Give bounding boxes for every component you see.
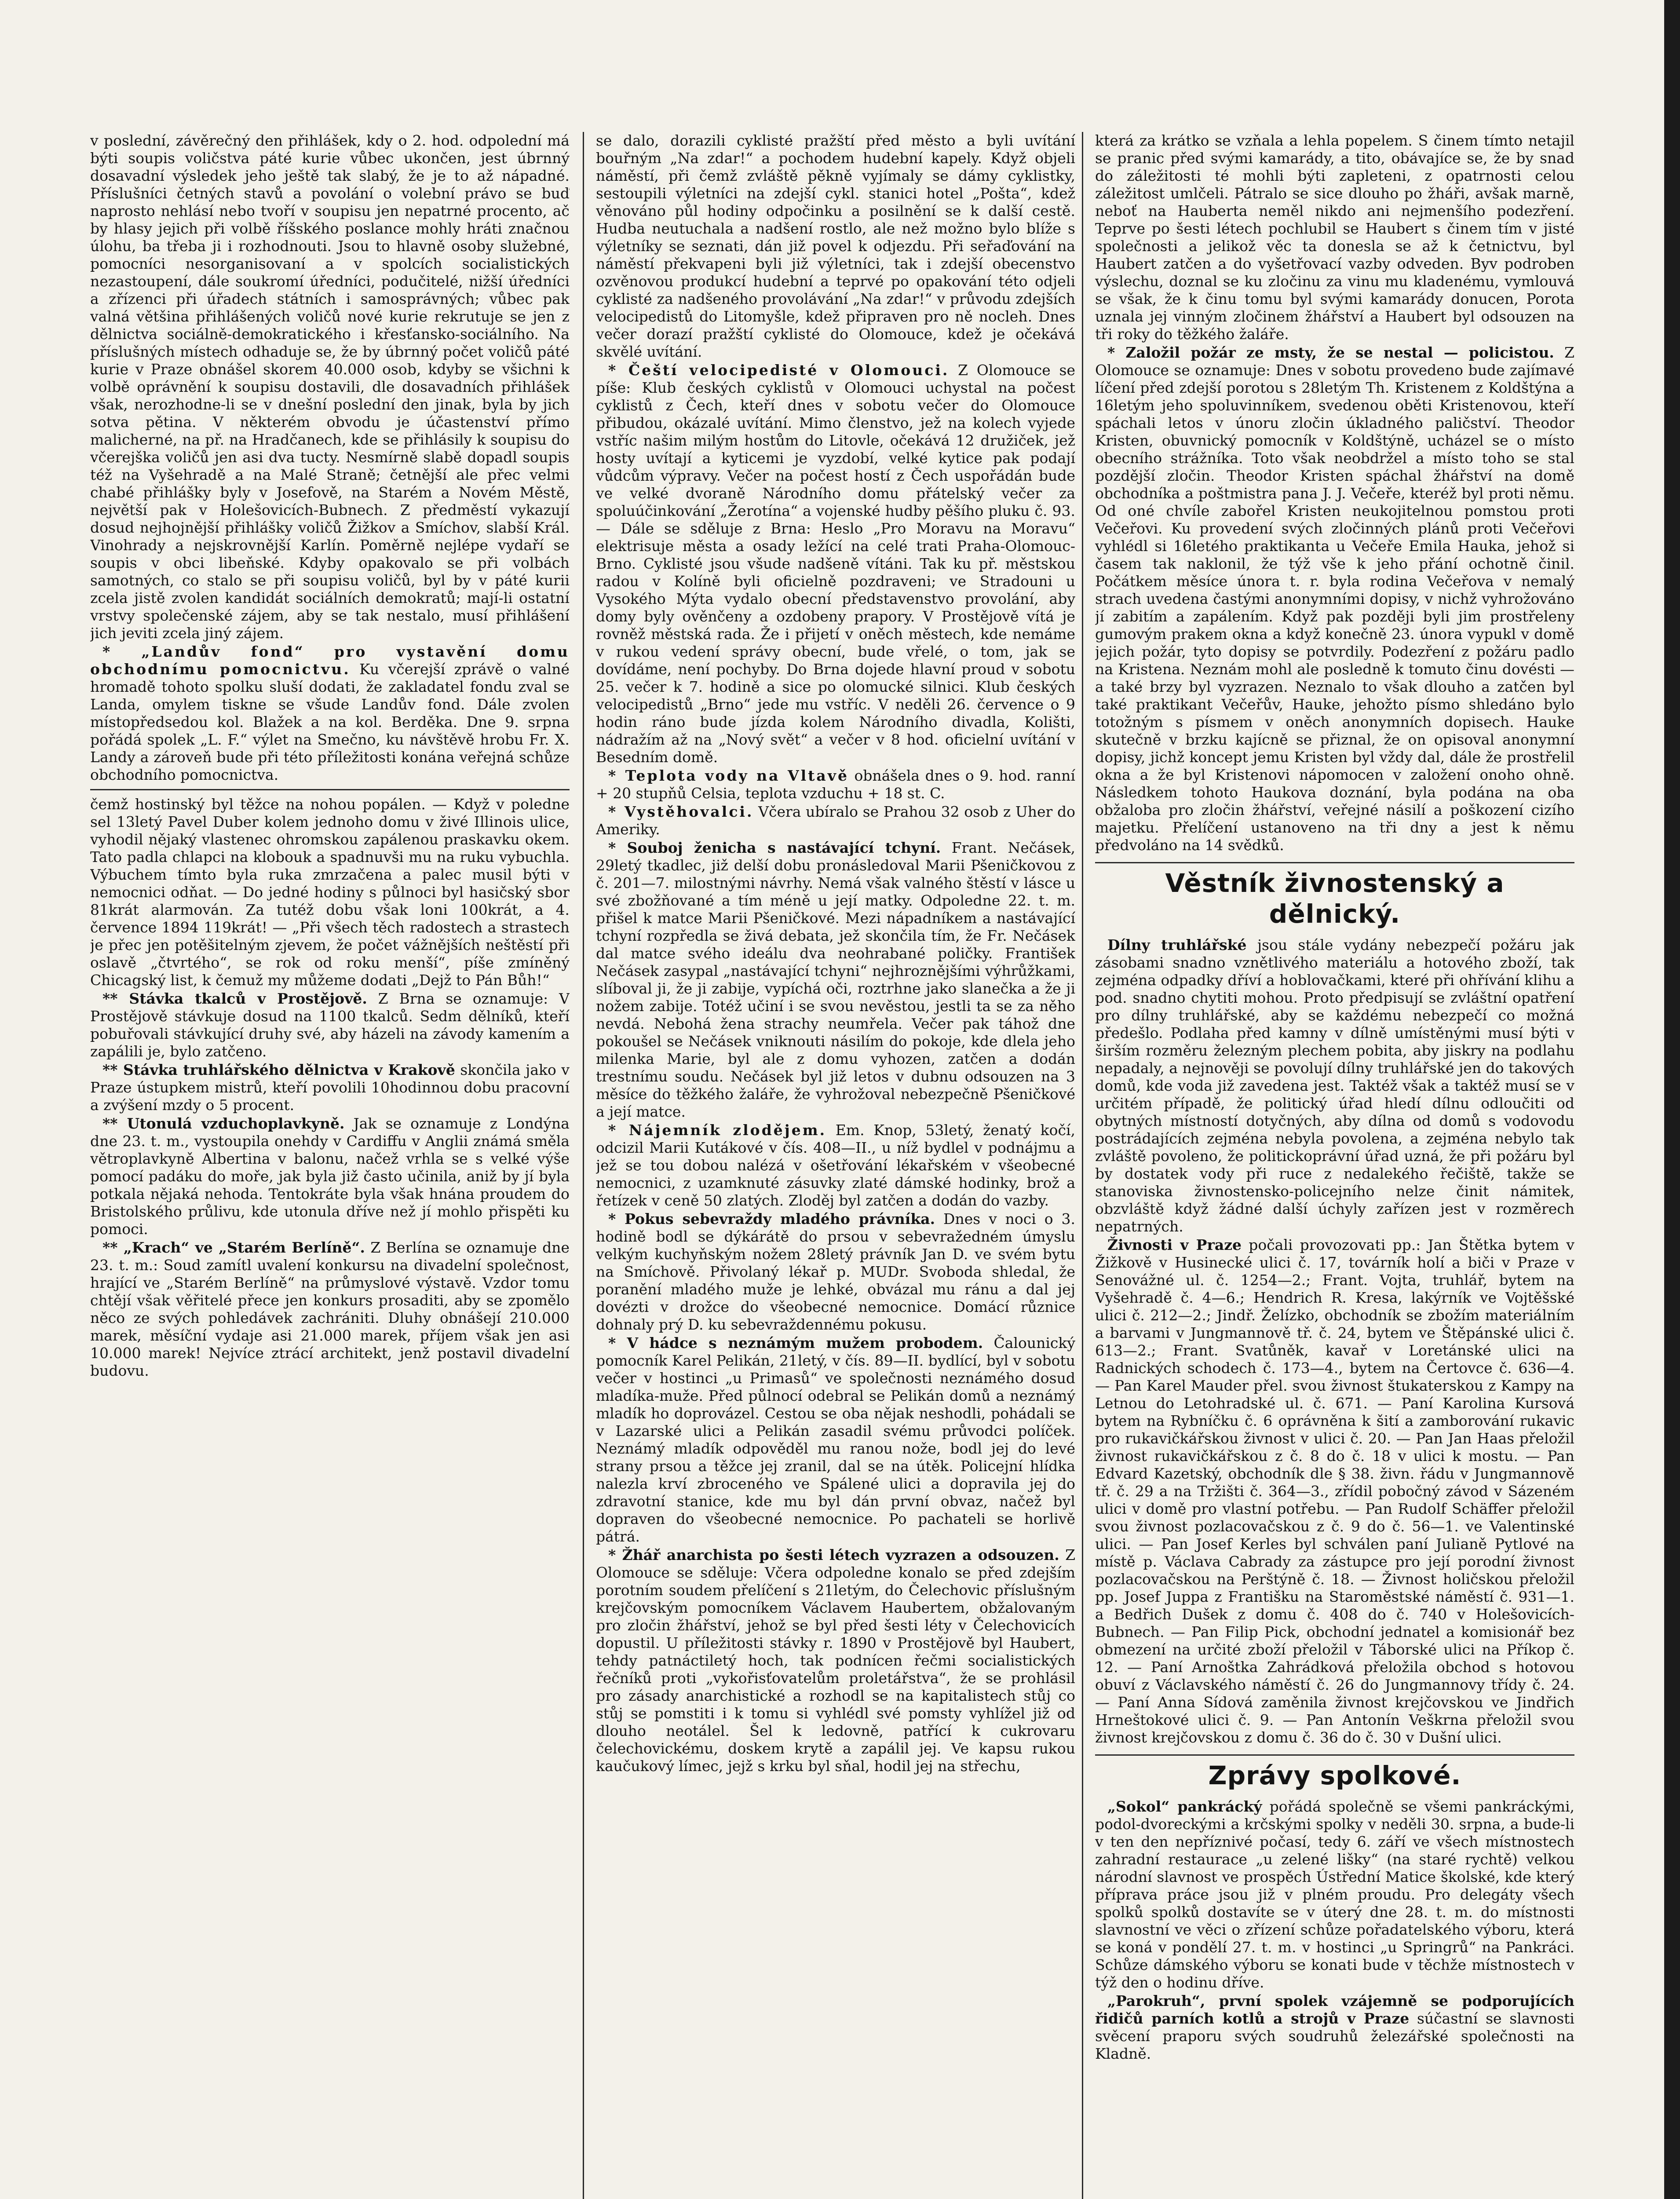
article-suicide-attempt: * Pokus sebevraždy mladého právníka. Dnes v noci o 3. hodině bodl se dýkárátě do prsou v sebevražedném úmyslu velkým kuchyňským nožem 28letý právník Jan D. ve svém bytu na Smíchově. Přivolaný lékař p. MUDr. Svoboda shledal, že poranění mladého muže je lehké, obvázal mu ránu a dal jej dovézti v drožce do všeobecné nemocnice. Domácí různice dohnaly prý D. ku sebevraždennému pokusu. — [596, 1210, 1075, 1333]
section-heading-clubs: Zprávy spolkové. — [1208, 1761, 1461, 1790]
article-workshops: Dílny truhlářské jsou stále vydány nebezpečí požáru jak zásobami snadno vznětlivého materiálu a hotového zboží, tak zejména odpadky dříví a hoblovačkami, které při ohřívání klihu a pod. snadno chytiti mohou. Proto předpisují se zvláštní opatření pro dílny truhlářské, aby se každému nebezpečí co možná předešlo. Podlaha před kamny v dílně umístěnými musí býti v širším rozměru železným plechem pobita, aby jiskry na podlahu nepadaly, a nejnověji se povolují dílny truhlářské jen do takových domů, kde voda již zavedena jest. Taktéž však a taktéž musí se v určitém případě, že politický úřad hledí dílnu odloučiti od obytných místností dotyčných, aby dílna od domů s vodovodu postrádajících zejména nebyla povolena, a zejména nebylo tak zvláště povoleno, že politickoprávní úřad uzná, že při požáru byl by dostatek vody při ruce z nedalekého řečiště, takže se stanoviska živnostensko-policejního nelze činit námitek, obzvláště když žádné další úchyly zařízen jest v rozměrech nepatrných. — [1095, 936, 1574, 1235]
article-arsonist: * Žhář anarchista po šesti létech vyzrazen a odsouzen. Z Olomouce se sděluje: Včera odpoledne konalo se před zdejším porotním soudem přelíčení s 21letým, do Čelechovic příslušným krejčovským pomocníkem Václavem Haubertem, obžalovaným pro zločin žhářství, jehož se byl před šesti léty v Čelechovicích dopustil. U příležitosti stávky r. 1890 v Prostějově byl Haubert, tehdy patnáctiletý hoch, tak podnícen řečmi socialistických řečníků proti „vykořisťovatelům proletářstva“, že se prohlásil pro zásady anarchistické a rozhodl se na kapitalistech stůj co stůj se pomstiti i k tomu si vyhlédl své pomsty vyhlížel již od dlouho neotálel. Šel k ledovně, patřící k cukrovaru čelechovickému, doskem krytě a zapálil jej. Ve kapsu rukou kaučukový límec, jejž s krku byl sňal, hodil jej na střechu, — [596, 1546, 1075, 1775]
article-sokol: „Sokol“ pankrácký pořádá společně se všemi pankráckými, podol-dvoreckými a krčskými spolky v neděli 30. srpna, a bude-li v ten den nepříznivé počasí, tedy 6. září ve všech místnostech zahradní restaurace „u zelené lišky“ (na staré rychtě) velkou národní slavnost ve prospěch Ústřední Matice školské, kde který příprava práce jsou již v plném proudu. Pro delegáty všech spolků spolků dostavíte se v úterý dne 28. t. m. do místnosti slavnostní ve věci o zřízení schůze pořadatelského výboru, která se koná v pondělí 27. t. m. v hostinci „u Springrů“ na Pankráci. Schůze dámského výboru se konati bude v těchže místnostech v týž den o hodinu dříve. — [1095, 1798, 1574, 1991]
article-landa: * „Landův fond“ pro vystavění domu obchodnímu pomocnictvu. Ku včerejší zprávě o valné hromadě tohoto spolku sluší dodati, že zakladatel fondu zval se Landa, omylem tiskne se všude Landův fond. Dále zvolen místopředsedou kol. Blažek a na kol. Berděka. Dne 9. srpna pořádá spolek „L. F.“ výlet na Smečno, ku návštěvě hrobu Fr. X. Landy a zároveň bude při této příležitosti konána veřejná schůze obchodního pomocnictva. — [90, 643, 570, 783]
column-3 — [1095, 132, 1574, 2199]
article-revenge-fire: * Založil požár ze msty, že se nestal — policistou. Z Olomouce se oznamuje: Dnes v sobotu provedeno bude zajímavé líčení před zdejší porotou s 28letým Th. Kristenem z Koldštýna a 16letým jeho spoluvinníkem, svedenou oběti Kristenovou, kteří spáchali letos v únoru zločin úkladného paličství. Theodor Kristen, obuvnický pomocník v Koldštýně, ucházel se o místo obecního strážníka. Toto však neobdržel a místo toho se stal pozdější zločin. Theodor Kristen spáchal žhářství na domě obchodníka a poštmistra pana J. J. Večeře, kteréž byl proti němu. Od oné chvíle zabořel Kristen neukojitelnou pomstou proti Večeřovi. Ku provedení svých zločinných plánů proti Večeřovi vyhlédl si 16letého praktikanta u Večeře Emila Hauka, jehož si časem tak naklonil, že týž vše k jeho přání ochotně činil. Počátkem měsíce února t. r. byla rodina Večeřova v nemalý strach uvedena častými anonymními dopisy, v nichž vyhrožováno jí zabitím a zapálením. Když pak později byli jim prostřeleny gumovým prakem okna a když konečně 23. února vypukl v domě jejich požár, tyto dopisy se potvrdily. Podezření z požáru padlo na Kristena. Neznám mohl ale posledně k tomuto činu dovésti — a také brzy byl vyzrazen. Neznalo to však dlouho a zatčen byl také praktikant Večeřův, Hauke, jehožto písmo shledáno bylo totožným s písmem v oněch anonymních dopisech. Hauke skutečně v brzku kajícně se přiznal, že on opisoval anonymní dopisy, jichž koncept jemu Kristen byl vždy dal, dále že prostřelil okna a že byl Kristenovi nápomocen v založení onoho ohně. Následkem tohoto Haukova doznání, byla podána na oba obžaloba pro zločin žhářství, veřejné násilí a poškození cizího majetku. Přelíčení ustanoveno na tři dny a jest k němu předvoláno na 14 svědků. — [1095, 344, 1574, 854]
article-stabbing: * V hádce s neznámým mužem probodem. Čalounický pomocník Karel Pelikán, 21letý, v čís. 89—II. bydlící, byl v sobotu večer v hostinci „u Primasů“ ve společnosti neznámého dosud mladíka-muže. Před půlnocí odebral se Pelikán domů a neznámý mladík ho doprovázel. Cestou se oba nějak neshodli, pohádali se v Lazarské ulici a Pelikán zasadil svému průvodci políček. Neznámý mladík odpověděl mu ranou nože, bodl jej do levé strany prsou a těžce jej zranil, dal se na útěk. Policejní hlídka nalezla krví zbroceného ve Spálené ulici a dopravila jej do zdravotní stanice, kde mu byl dán první obvaz, načež byl dopraven do všeobecné nemocnice. Po pachateli se horlivě pátrá. — [596, 1334, 1075, 1545]
article-chicago: čemž hostinský byl těžce na nohou popálen. — Když v poledne sel 13letý Pavel Duber kolem jednoho domu v živé Illinois ulice, vyhodil nějaký vlastenec ohromskou zapálenou praskavku okem. Tato padla chlapci na klobouk a spadnuvši mu na ruku vybuchla. Výbuchem tímto byla ruka zmrzačena a palec musil býti v nemocnici odňat. — Do jedné hodiny s půlnoci byl hasičský sbor 81krát alarmován. Za tutéž dobu však loni 100krát, a 4. července 1894 119krát! — „Při všech těch radostech a strastech je přec jen potěšitelným zjevem, že počet vážnějších neštěstí při oslavě „čtvrtého“, se rok od roku menší“, píše zmíněný Chicagský list, k čemuž my můžeme dodati „Dejž to Pán Bůh!“ — [90, 796, 570, 989]
article-voters: v poslední, závěrečný den přihlášek, kdy o 2. hod. odpolední má býti soupis voličstva páté kurie vůbec ukončen, jest úbrnný dosavadní výsledek jeho ještě tak slabý, že je to až nápadné. Příslušníci četných stavů a povolání o volební právo se buď naprosto nehlásí nebo tvoří v soupisu jen nepatrné procento, ač by hlasy jejich při volbě říšského poslance mohly hráti značnou úlohu, ba třeba ji i rozhodnouti. Jsou to hlavně osoby služebné, pomocníci nesorganisovaní a v spolcích socialistických nezastoupení, dále soukromí úředníci, podučitelé, nižší úředníci a zřízenci při úřadech státních i samosprávných; vůbec pak valná většina přihlášených voličů nové kurie rekrutuje se jen z dělnictva sociálně-demokratického i křesťansko-sociálního. Na příslušných místech odhaduje se, že by úbrnný počet voličů páté kurie v Praze obnášel skorem 40.000 osob, kdyby se všichni k volbě oprávnění k soupisu dostavili, dle dosavadních přihlášek však, nerozhodne-li se v dnešní poslední den jinak, byla by jich sotva pětina. V některém obvodu je účastenství přímo malicherné, na př. na Hradčanech, kde se přihlásily k soupisu do včerejška voličů jen asi dva tucty. Nesmírně slabě dopadl soupis též na Vyšehradě a na Malé Straně; četnější ale přec velmi chabé přihlášky byly v Josefově, na Starém a Novém Městě, největší pak v Holešovicích-Bubnech. Z předměstí vykazují dosud nejhojnější přihlášky voličů Žižkov a Smíchov, slabší Král. Vinohrady a nejskrovnější Karlín. Poměrně nejlépe vydaří se soupis v obci libeňské. Kdyby opakovalo se při volbách samotných, co stalo se při soupisu voličů, byl by v páté kurii zcela jistě zvolen kandidát sociálních demokratů; mají-li ostatní vrstvy společenské zájem, aby se tak nestalo, musí přihlášení jich jeviti zcela jiný zájem. — [90, 132, 570, 642]
article-strike-carpenters: ** Stávka truhlářského dělnictva v Krakově skončila jako v Praze ústupkem mistrů, kteří povolili 10hodinnou dobu pracovní a zvýšení mzdy o 5 procent. — [90, 1061, 570, 1114]
article-duel: * Souboj ženicha s nastávající tchyní. Frant. Nečásek, 29letý tkadlec, již delší dobu pronásledoval Marii Pšeničkovou z č. 201—7. milostnými návrhy. Nemá však valného štěstí v lásce u své zbožňované a tím méně u její matky. Odpoledne 22. t. m. přišel k matce Marii Pšeničkové. Mezi nápadníkem a nastávající tchyní rozpředla se živá debata, jež skončila tím, že Fr. Nečásek dal matce svého ideálu dva neohrabané poličky. František Nečásek zasypal „nastávající tchyni“ nejhroznějšími výhrůžkami, slíboval ji, že ji zabije, vypíchá oči, roztrhne jako slanečka a že ji nožem zabije. Totéž učiní i se svou nevěstou, jestli ta se za něho nevdá. Nebohá žena strachy neumřela. Večer pak táhož dne pokoušel se Nečásek vniknouti násilím do pokoje, kde dlela jeho milenka Marie, byl ale z domu vyhozen, zatčen a dodán trestnímu soudu. Nečásek byl již letos v dubnu odsouzen na 3 měsíce do těžkého žaláře, že vyhrožoval nebezpečně Pšeničkové a její matce. — [596, 839, 1075, 1120]
article-crash-berlin: ** „Krach“ ve „Starém Berlíně“. Z Berlína se oznamuje dne 23. t. m.: Soud zamítl uvalení konkursu na divadelní společnost, hrající ve „Starém Berlíně“ na průmyslové výstavě. Vzdor tomu chtějí však věřitelé přece jen konkurs prosaditi, aby se zpomělo něco ze svých pohledávek zachrániti. Dluhy obnášejí 210.000 marek, měsíční vydaje asi 21.000 marek, příjem však jen asi 10.000 marek! Nejvíce ztrácí architekt, jenž postavil divadelní budovu. — [90, 1239, 570, 1379]
article-emigrants: * Vystěhovalci. Včera ubíralo se Prahou 32 osob z Uher do Ameriky. — [596, 803, 1075, 838]
article-olomouc: * Čeští velocipedisté v Olomouci. Z Olomouce se píše: Klub českých cyklistů v Olomouci uchystal na počest cyklistů z Čech, kteří dnes v sobotu večer do Olomouce přibudou, okázalé uvítání. Mimo členstvo, jež na kolech vyjede vstříc našim milým hostům do Litovle, očekává 12 družiček, jež hosty uvítají a kyticemi je vyzdobí, velké kytice pak podají vůdcům výpravy. Večer na počest hostí z Čech uspořádán bude ve velké dvoraně Národního domu přátelský večer za spoluúčinkování „Žerotína“ a vojenské hudby pěšího pluku č. 93. — Dále se sděluje z Brna: Heslo „Pro Moravu na Moravu“ elektrisuje města a osady ležící na celé trati Praha-Olomouc-Brno. Cyklisté jsou všude nadšeně vítáni. Tak ku př. městskou radou v Kolíně byli oficielně pozdraveni; ve Stradouni u Vysokého Mýta vydalo obecní představenstvo provolání, aby domy byly ověnčeny a ozdobeny prapory. V Prostějově vítá je rovněž městská rada. Že i přijetí v oněch městech, kde nemáme v rukou vedení správy obecní, bude vřelé, o tom, jak se dovídáme, není pochyby. Do Brna dojede hlavní proud v sobotu 25. večer k 7. hodině a sice po olomucké silnici. Klub českých velocipedistů „Brno“ jede mu vstříc. V neděli 26. července o 9 hodin ráno bude jízda kolem Národního divadla, Kolišti, nádražím až na „Nový svět“ a večer v 8 hod. oficielní uvítání v Besedním domě. — [596, 362, 1075, 766]
article-water-temp: * Teplota vody na Vltavě obnášela dnes o 9. hod. ranní + 20 stupňů Celsia, teplota vzduchu + 18 st. C. — [596, 767, 1075, 802]
divider — [1095, 862, 1574, 863]
section-heading-trade: Věstník živnostenský a dělnický. — [1165, 868, 1505, 929]
column-rule — [1082, 132, 1083, 2199]
article-arsonist-cont: která za krátko se vzňala a lehla popelem. S činem tímto netajil se pranic před svými kamarády, a tito, obávajíce se, že by snad do záležitosti té mohli býti zapleteni, z opatrnosti celou záležitost umlčeli. Pátralo se sice dlouho po žháři, avšak marně, neboť na Hauberta neměl nikdo ani nejmenšího podezření. Teprve po šesti létech pochlubil se Haubert s činem tím v jisté společnosti a jelikož věc ta donesla se až k četnictvu, byl Haubert zatčen a do vyšetřovací vazby odveden. Byv podroben výslechu, doznal se ku zločinu za vinu mu kladenému, vymlouvá se však, že k činu tomu byl svými kamarády donucen, Porota uznala jej vinným zločinem žhářství a Haubert byl odsouzen na tři roky do těžkého žaláře. — [1095, 132, 1574, 343]
article-strike-weavers: ** Stávka tkalců v Prostějově. Z Brna se oznamuje: V Prostějově stávkuje dosud na 1100 tkalců. Sedm dělníků, kteří pobuřovali stávkující druhy své, aby házeli na závody kamením a zapálili je, bylo zatčeno. — [90, 990, 570, 1060]
article-cyclists-cont: se dalo, dorazili cyklisté pražští před město a byli uvítání bouřným „Na zdar!“ a pochodem hudební kapely. Když objeli náměstí, při čemž zvláště pěkně vyjímaly se dámy cyklistky, sestoupili výletníci na zdejší cykl. stanici hotel „Pošta“, kdež věnováno půl hodiny odpočinku a posilnění se k další cestě. Hudba neutuchala a nadšení rostlo, ale než možno bylo blíže s výletníky se seznati, dán již povel k odjezdu. Při seřaďování na náměstí překvapeni byli již výletníci, tak i zdejší obecenstvo ozvěnovou produkcí hudební a teprvé po opakování této odjeli cyklisté za nadšeného provolávání „Na zdar!“ v průvodu zdejších velocipedistů do Litomyšle, kdež připraven pro ně nocleh. Dnes večer dorazí pražští cyklisté do Olomouce, kdež je očekává skvělé uvítání. — [596, 132, 1075, 360]
divider — [90, 789, 570, 790]
column-1 — [90, 132, 570, 2199]
article-parokruh: „Parokruh“, první spolek vzájemně se podporujících řidičů parních kotlů a strojů v Praze súčastní se slavnosti svěcení praporu svých soudruhů železářské společnosti na Kladně. — [1095, 1992, 1574, 2062]
article-lodger-thief: * Nájemník zlodějem. Em. Knop, 53letý, ženatý kočí, odcizil Marii Kutákové v čís. 408—II., u níž bydlel v podnájmu a jež se tou dobou nalézá v ošetřování lékařském v všeobecné nemocnici, z uzamknuté zásuvky zlaté dámské hodinky, brož a řetízek v ceně 50 zlatých. Zloděj byl zatčen a dodán do vazby. — [596, 1121, 1075, 1209]
article-aeronaut: ** Utonulá vzduchoplavkyně. Jak se oznamuje z Londýna dne 23. t. m., vystoupila onehdy v Cardiffu v Anglii známá směla větroplavkyně Albertina v balonu, načež vrhla se s velké výše pomocí padáku do moře, jak byla již často učinila, aniž by jí byla potkala nějaká nehoda. Tentokráte byla však hnána proudem do Bristolského průlivu, kde utonula dříve než jí mohlo přispěti ku pomoci. — [90, 1115, 570, 1238]
column-rule — [583, 132, 584, 2199]
article-trades-prague: Živnosti v Praze počali provozovati pp.: Jan Štětka bytem v Žižkově v Husinecké ulici č. 17, továrník holí a biči v Praze v Senovážné ul. č. 1254—2.; Frant. Vojta, truhlář, bytem na Vyšehradě č. 4—6.; Hendrich R. Kresa, lakýrník ve Vojtěšské ulici č. 212—2.; Jindř. Želízko, obchodník se zbožím materiálním a barvami v Jungmannově tř. č. 24, bytem ve Štěpánské ulici č. 613—2.; Frant. Svatůněk, kavař v Loretánské ulici na Radnických schodech č. 173—4., bytem na Čertovce č. 636—4. — Pan Karel Mauder přel. svou živnost štukaterskou z Kampy na Letnou do Letohradské ul. č. 671. — Paní Karolina Kursová bytem na Rybníčku č. 6 oprávněna k šití a zamborování rukavic pro rukavičkářskou živnost v ulici č. 20. — Pan Jan Haas přeložil živnost rukavičkářskou z č. 8 do č. 18 v ulici k mostu. — Pan Edvard Kazetský, obchodník dle § 38. živn. řádu v Jungmannově tř. č. 29 a na Tržišti č. 364—3., zřídil pobočný závod v Sázeném ulici v domě pro vlastní potřebu. — Pan Rudolf Schäffer přeložil svou živnost pozlacovačskou z č. 9 do č. 56—1. ve Valentinské ulici. — Pan Josef Kerles byl schválen paní Julianě Pytlové na místě p. Václava Cabrady za zástupce pro její porodní živnost pozlacovačskou na Perštýně č. 18. — Živnost holičskou přeložil pp. Josef Juppa z Františku na Staroměstské náměstí č. 931—1. a Bedřich Dušek z domu č. 408 do č. 740 v Holešovicích-Bubnech. — Pan Filip Pick, obchodní jednatel a komisionář bez obmezení na určité zboží přeložil v Táborské ulici na Příkop č. 12. — Paní Arnoštka Zahrádková přeložila obchod s hotovou obuví z Václavského náměstí č. 26 do Jungmannovy třídy č. 24. — Paní Anna Sídová zaměnila živnost krejčovskou ve Jindřich Hrneštokové ulici č. 9. — Pan Antonín Veškrna přeložil svou živnost krejčovskou z domu č. 36 do č. 30 v Dušní ulici. — [1095, 1236, 1574, 1746]
divider — [1095, 1754, 1574, 1756]
column-2 — [596, 132, 1075, 2199]
scan-edge — [1664, 0, 1680, 2199]
